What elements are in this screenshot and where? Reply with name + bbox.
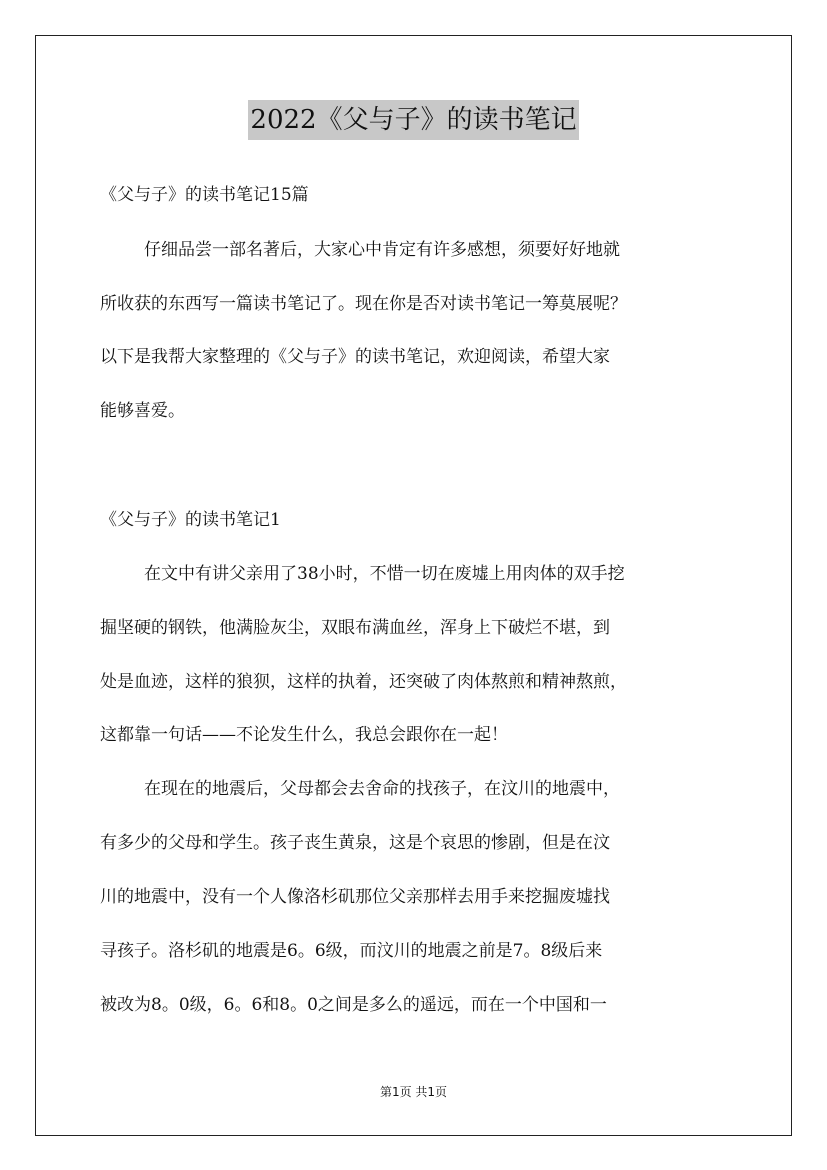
paragraph2-line-1: 在现在的地震后，父母都会去舍命的找孩子，在汶川的地震中，: [144, 779, 620, 799]
paragraph2-line-2: 有多少的父母和学生。孩子丧生黄泉，这是个哀思的惨剧，但是在汶: [100, 833, 610, 853]
paragraph1-line-2: 掘坚硬的钢铁，他满脸灰尘，双眼布满血丝，浑身上下破烂不堪，到: [100, 618, 610, 638]
intro-line-4: 能够喜爱。: [100, 401, 185, 421]
title-container: [0, 100, 827, 140]
intro-line-2: 所收获的东西写一篇读书笔记了。现在你是否对读书笔记一筹莫展呢？: [100, 294, 627, 314]
paragraph1-line-1: 在文中有讲父亲用了38小时，不惜一切在废墟上用肉体的双手挖: [144, 564, 625, 584]
paragraph2-line-3: 川的地震中，没有一个人像洛杉矶那位父亲那样去用手来挖掘废墟找: [100, 887, 610, 907]
intro-line-3: 以下是我帮大家整理的《父与子》的读书笔记，欢迎阅读，希望大家: [100, 347, 610, 367]
page-footer: 第1页 共1页: [379, 1085, 448, 1099]
document-title: 2022《父与子》的读书笔记: [248, 100, 578, 140]
intro-line-1: 仔细品尝一部名著后，大家心中肯定有许多感想，须要好好地就: [144, 240, 620, 260]
paragraph1-line-3: 处是血迹，这样的狼狈，这样的执着，还突破了肉体熬煎和精神熬煎，: [100, 672, 627, 692]
section-heading: 《父与子》的读书笔记1: [100, 510, 281, 530]
paragraph2-line-4: 寻孩子。洛杉矶的地震是6。6级，而汶川的地震之前是7。8级后来: [100, 941, 603, 961]
document-subtitle: 《父与子》的读书笔记15篇: [100, 185, 309, 205]
paragraph2-line-5: 被改为8。0级，6。6和8。0之间是多么的遥远，而在一个中国和一: [100, 995, 607, 1015]
paragraph1-line-4: 这都靠一句话——不论发生什么，我总会跟你在一起！: [100, 725, 508, 745]
